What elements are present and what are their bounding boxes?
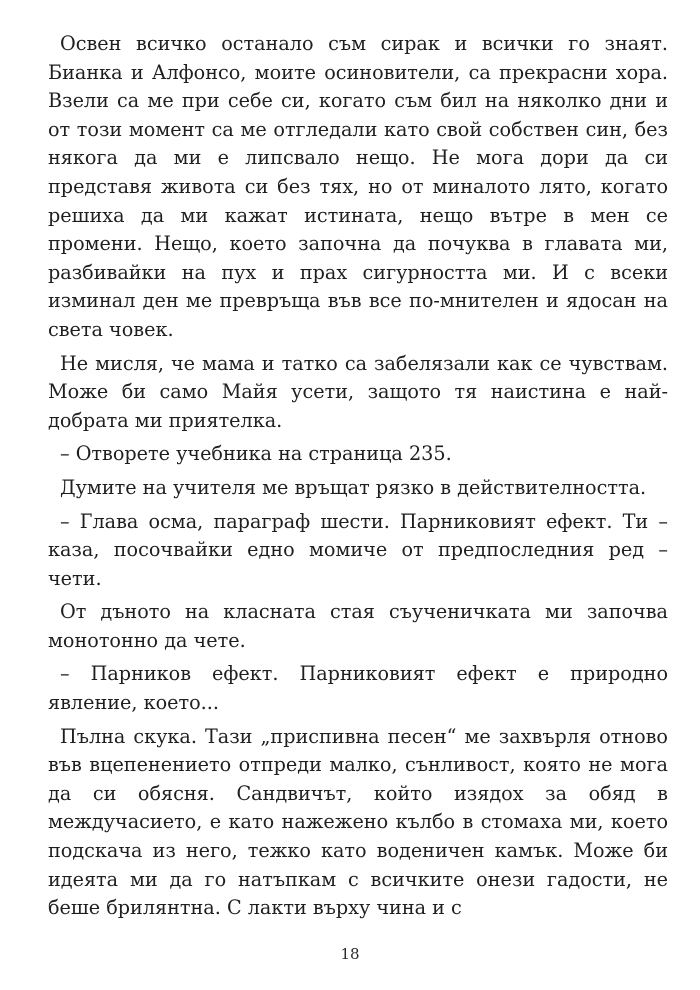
paragraph-orphan: Освен всичко останало съм сирак и всички го знаят. Бианка и Алфонсо, моите осиновители, са прекрасни хора. Взели са ме при себе си, когато съм бил на няколко дни и от този момент са ме отгледали като свой собствен син, без някога да ми е липсвало нещо. Не мога дори да си представя живота си без тях, но от миналото лято, когато решиха да ми кажат истината, нещо вътре в мен се промени. Нещо, което започна да почуква в главата ми, разбивайки на пух и прах сигурността ми. И с всеки изминал ден ме превръща във все по-мнителен и ядосан на света човек. — [48, 32, 668, 341]
paragraph-classmate-reads: От дъното на класната стая съученичката ми започва монотонно да чете. — [48, 600, 668, 652]
paragraph-boredom: Пълна скука. Тази „приспивна песен“ ме захвърля отново във вцепенението отпреди малко, сънливост, която не мога да си обясня. Сандвичът, който изядох за обяд в междучасието, е като нажежено кълбо в стомаха ми, което подскача из него, тежко като воденичен камък. Може би идеята ми да го натъпкам с всичките онези гадости, не беше брилянтна. С лакти върху чина и с — [48, 724, 668, 920]
paragraph-maya: Не мисля, че мама и татко са забелязали как се чувствам. Може би само Майя усети, защото тя наистина е най-добрата ми приятелка. — [48, 351, 668, 432]
paragraph-greenhouse-effect: – Парников ефект. Парниковият ефект е природно явление, което... — [48, 662, 668, 715]
paragraph-open-textbook: – Отворете учебника на страница 235. — [60, 442, 452, 466]
page-number: 18 — [340, 945, 360, 963]
paragraph-teacher-words: Думите на учителя ме връщат рязко в действителността. — [60, 475, 647, 499]
paragraph-chapter-eight: – Глава осма, параграф шести. Парниковият ефект. Ти – каза, посочвайки едно момиче от предпоследния ред – чети. — [48, 509, 668, 590]
body-text — [48, 30, 668, 923]
